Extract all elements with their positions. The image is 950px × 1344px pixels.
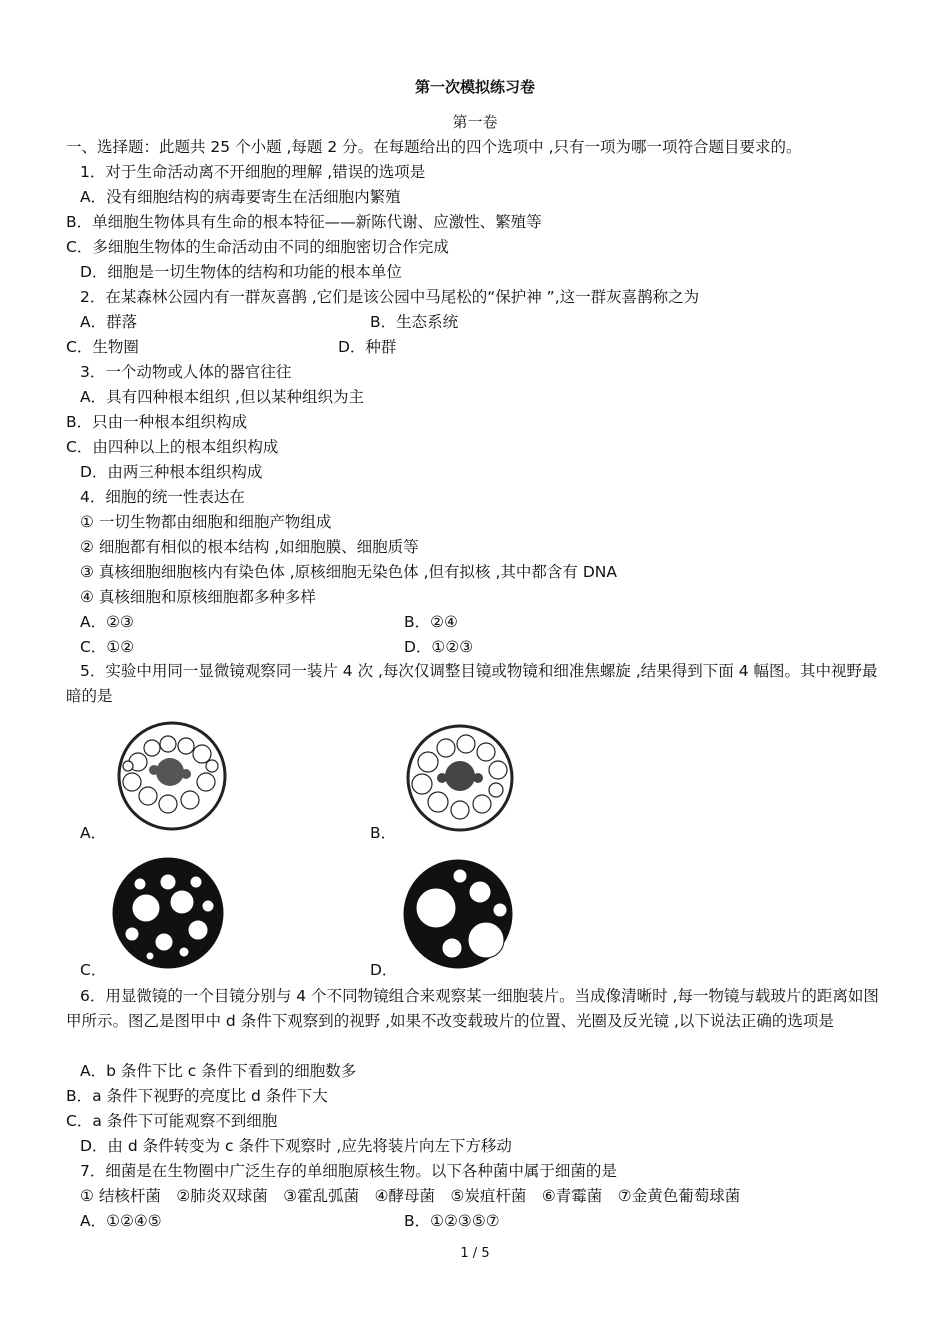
q5-option-c: C． — [80, 961, 107, 979]
q3-option-b: B．只由一种根本组织构成 — [66, 413, 248, 431]
q4-statement-3: ③ 真核细胞细胞核内有染色体 ,原核细胞无染色体 ,但有拟核 ,其中都含有 DNA — [80, 563, 617, 581]
page-title: 第一次模拟练习卷 — [414, 78, 535, 96]
q2-option-b: B．生态系统 — [370, 313, 459, 331]
page-number: 1 / 5 — [460, 1246, 490, 1261]
q4-option-d: D．①②③ — [404, 638, 474, 656]
q6-option-d: D．由 d 条件转变为 c 条件下观察时 ,应先将装片向左下方移动 — [80, 1137, 512, 1155]
q2-option-d: D．种群 — [338, 338, 397, 356]
section-instructions: 一、选择题：此题共 25 个小题 ,每题 2 分。在每题给出的四个选项中 ,只有一项为哪一项符合题目要求的。 — [66, 138, 802, 156]
q6-option-b: B．a 条件下视野的亮度比 d 条件下大 — [66, 1087, 328, 1105]
q7-organism-list: ① 结核杆菌 ②肺炎双球菌 ③霍乱弧菌 ④酵母菌 ⑤炭疽杆菌 ⑥青霉菌 ⑦金黄色葡萄球菌 — [80, 1187, 741, 1205]
q7-stem: 7．细菌是在生物圈中广泛生存的单细胞原核生物。以下各种菌中属于细菌的是 — [80, 1162, 617, 1180]
q5-figure-a-micrograph — [108, 720, 236, 832]
q5-figure-c-micrograph — [110, 856, 228, 970]
q5-option-a: A． — [80, 824, 107, 842]
q5-figure-b-micrograph — [398, 722, 526, 832]
q4-option-a: A．②③ — [80, 613, 134, 631]
q5-stem: 5．实验中用同一显微镜观察同一装片 4 次 ,每次仅调整目镜或物镜和细准焦螺旋 ,结果得到下面 4 幅图。其中视野最暗的是 — [66, 662, 878, 705]
q1-option-b: B．单细胞生物体具有生命的根本特征——新陈代谢、应激性、繁殖等 — [66, 213, 542, 231]
q3-option-d: D．由两三种根本组织构成 — [80, 463, 263, 481]
q5-figure-d-micrograph — [400, 858, 518, 970]
q6-option-a: A．b 条件下比 c 条件下看到的细胞数多 — [80, 1062, 357, 1080]
q5-option-d: D． — [370, 961, 398, 979]
q6-stem: 6．用显微镜的一个目镜分别与 4 个不同物镜组合来观察某一细胞装片。当成像清晰时 ,每一物镜与载玻片的距离如图甲所示。图乙是图甲中 d 条件下观察到的视野 ,如果不改变载玻片的位置、光圈及反光镜 ,以下说法正确的选项是 — [66, 987, 879, 1030]
q1-option-a: A．没有细胞结构的病毒要寄生在活细胞内繁殖 — [80, 188, 401, 206]
q4-stem: 4．细胞的统一性表达在 — [80, 488, 245, 506]
q1-option-c: C．多细胞生物体的生命活动由不同的细胞密切合作完成 — [66, 238, 449, 256]
q2-stem: 2．在某森林公园内有一群灰喜鹊 ,它们是该公园中马尾松的“保护神 ”,这一群灰喜鹊称之为 — [80, 288, 700, 306]
q5-option-b: B． — [370, 824, 397, 842]
q2-option-a: A．群落 — [80, 313, 138, 331]
q7-option-b: B．①②③⑤⑦ — [404, 1212, 500, 1230]
q3-stem: 3．一个动物或人体的器官往往 — [80, 363, 292, 381]
q1-option-d: D．细胞是一切生物体的结构和功能的根本单位 — [80, 263, 402, 281]
q6-option-c: C．a 条件下可能观察不到细胞 — [66, 1112, 278, 1130]
part-heading: 第一卷 — [452, 113, 498, 131]
q4-option-b: B．②④ — [404, 613, 458, 631]
q2-option-c: C．生物圈 — [66, 338, 139, 356]
q4-statement-1: ① 一切生物都由细胞和细胞产物组成 — [80, 513, 332, 531]
q3-option-a: A．具有四种根本组织 ,但以某种组织为主 — [80, 388, 364, 406]
q3-option-c: C．由四种以上的根本组织构成 — [66, 438, 279, 456]
q7-option-a: A．①②④⑤ — [80, 1212, 162, 1230]
q4-statement-4: ④ 真核细胞和原核细胞都多种多样 — [80, 588, 316, 606]
q1-stem: 1．对于生命活动离不开细胞的理解 ,错误的选项是 — [80, 163, 426, 181]
q4-option-c: C．①② — [80, 638, 135, 656]
q4-statement-2: ② 细胞都有相似的根本结构 ,如细胞膜、细胞质等 — [80, 538, 419, 556]
